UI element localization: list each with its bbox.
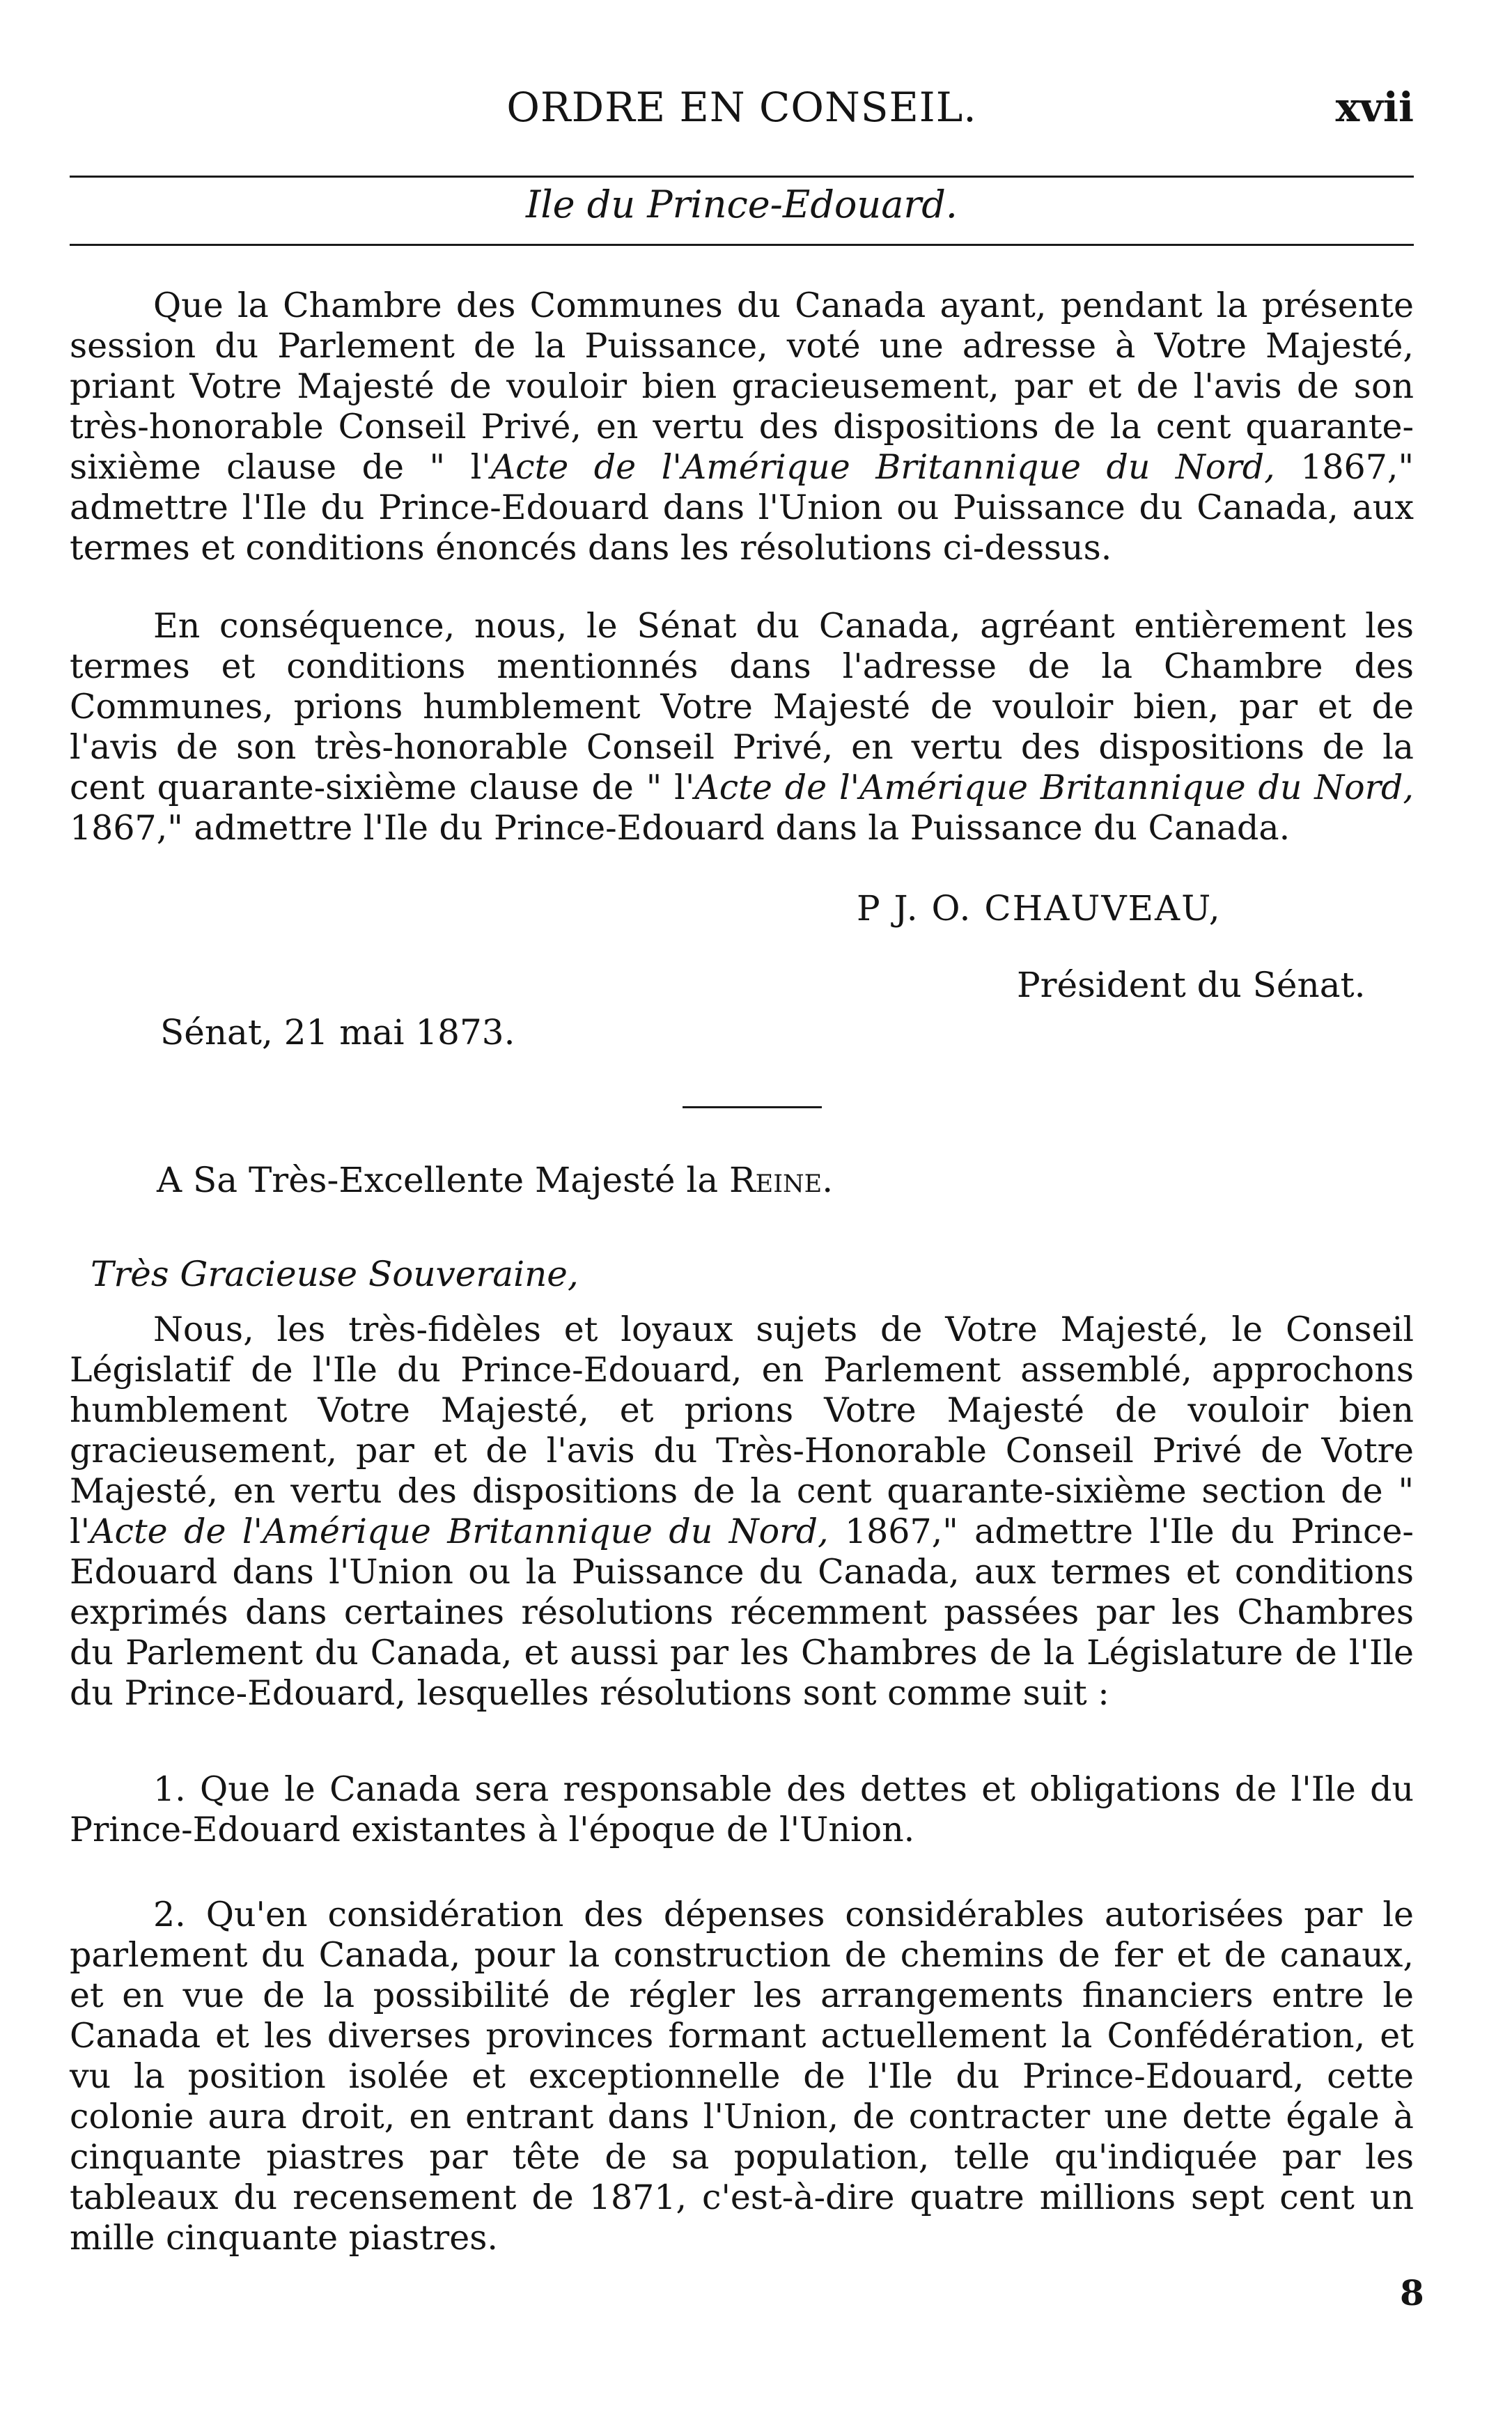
paragraph-text-part: 1867," admettre l'Ile du Prince-Edouard dans l'Union ou la Puissance du Canada, aux termes et conditions exprimés dans certaines résolutions récemment passées par les Chambres du Parlement du Canada, et aussi par les Chambres de la Législature de l'Ile du Prince-Edouard, lesquelles résolutions sont comme suit : (70, 1512, 1414, 1713)
addressee-text: A Sa Très-Excellente Majesté la (157, 1160, 730, 1200)
salutation-addressee (157, 1160, 833, 1200)
resolution-1 (70, 1769, 1414, 1850)
resolution-text: 1. Que le Canada sera responsable des dettes et obligations de l'Ile du Prince-Edouard existantes à l'époque de l'Union. (70, 1769, 1414, 1849)
addressee-period: . (822, 1160, 834, 1200)
running-title: ORDRE EN CONSEIL. (506, 84, 977, 131)
paragraph-text-part: 1867," admettre l'Ile du Prince-Edouard dans la Puissance du Canada. (70, 808, 1291, 848)
paragraph-text-part: Que la Chambre des Communes du Canada ayant, pendant la présente session du Parlement de la Puissance, voté une adresse à Votre Majesté, priant Votre Majesté de vouloir bien gracieusement, par et de l'avis de son très-honorable Conseil Privé, en vertu des dispositions de la cent quarante-sixième clause de " l' (70, 286, 1414, 487)
salutation-greeting: Très Gracieuse Souveraine, (91, 1254, 579, 1294)
senate-address-paragraph-2 (70, 606, 1414, 848)
resolution-2 (70, 1895, 1414, 2258)
date-line: Sénat, 21 mai 1873. (160, 1012, 515, 1053)
resolution-text: 2. Qu'en considération des dépenses considérables autorisées par le parlement du Canada, pour la construction de chemins de fer et de canaux, et en vue de la possibilité de régler les arrangements financiers entre le Canada et les diverses provinces formant actuellement la Confédération, et vu la position isolée et exceptionnelle de l'Ile du Prince-Edouard, cette colonie aura droit, en entrant dans l'Union, de contracter une dette égale à cinquante piastres par tête de sa population, telle qu'indiquée par les tableaux du recensement de 1871, c'est-à-dire quatre millions sept cent un mille cinquante piastres. (70, 1895, 1414, 2258)
running-head (70, 84, 1414, 146)
act-title-italic: Acte de l'Amérique Britannique du Nord, (694, 768, 1414, 807)
act-title-italic: Acte de l'Amérique Britannique du Nord, (490, 447, 1275, 487)
separator-rule (683, 1106, 822, 1108)
signature-name: P J. O. CHAUVEAU, (857, 888, 1222, 929)
paragraph-text (70, 1310, 1414, 1714)
page-folio: xvii (1335, 84, 1414, 131)
section-rule (70, 244, 1414, 246)
sheet-signature-number: 8 (1400, 2272, 1424, 2313)
council-address-paragraph (70, 1310, 1414, 1714)
act-title-italic: Acte de l'Amérique Britannique du Nord, (90, 1512, 829, 1551)
paragraph-text-part: 1867," admettre l'Ile du Prince-Edouard dans l'Union ou Puissance du Canada, aux termes et conditions énoncés dans les résolutions ci-dessus. (70, 447, 1414, 568)
top-rule (70, 176, 1414, 178)
signature-title: Président du Sénat. (1017, 965, 1366, 1005)
section-title: Ile du Prince-Edouard. (526, 183, 958, 226)
paragraph-text (70, 606, 1414, 848)
paragraph-text (70, 286, 1414, 568)
addressee-reine: Reine (729, 1160, 823, 1200)
senate-address-paragraph-1 (70, 286, 1414, 568)
paragraph-text-part: En conséquence, nous, le Sénat du Canada, agréant entièrement les termes et conditions mentionnés dans l'adresse de la Chambre des Communes, prions humblement Votre Majesté de vouloir bien, par et de l'avis de son très-honorable Conseil Privé, en vertu des dispositions de la cent quarante-sixième clause de " l' (70, 606, 1414, 807)
paragraph-text-part: Nous, les très-fidèles et loyaux sujets de Votre Majesté, le Conseil Législatif de l'Ile du Prince-Edouard, en Parlement assemblé, approchons humblement Votre Majesté, et prions Votre Majesté de vouloir bien gracieusement, par et de l'avis du Très-Honorable Conseil Privé de Votre Majesté, en vertu des dispositions de la cent quarante-sixième section de " l' (70, 1310, 1414, 1551)
